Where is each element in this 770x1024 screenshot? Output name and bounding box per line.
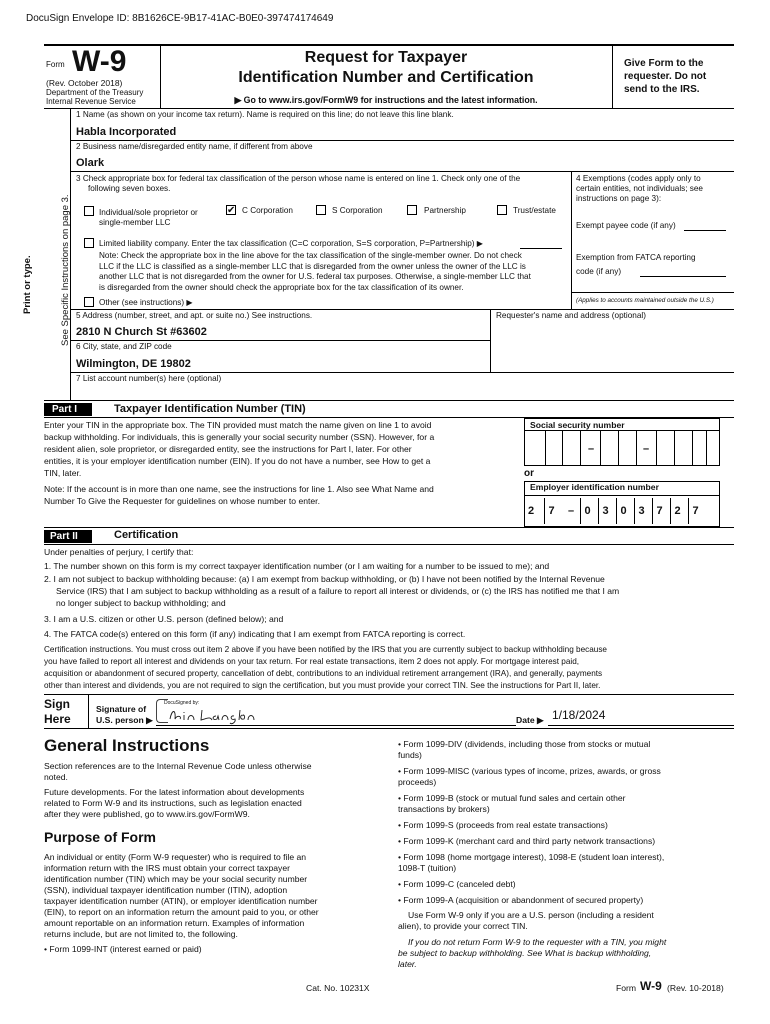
fatca-code-field[interactable]	[640, 276, 726, 277]
form-word: Form	[46, 60, 65, 69]
partnership-checkbox[interactable]	[407, 205, 417, 215]
llc-note-line3: another LLC that is not disregarded from the owner for U.S. federal tax purposes. Otherwise, a single-member LLC that	[99, 272, 531, 281]
requester-label: Requester's name and address (optional)	[496, 311, 646, 320]
exempt-payee-label: Exempt payee code (if any)	[576, 221, 676, 230]
ein-digit-8: 2	[670, 498, 684, 524]
purpose-line7: amount reportable on an information return. Examples of information	[44, 918, 305, 928]
form-1099-a: • Form 1099-A (acquisition or abandonment of secured property)	[398, 895, 644, 905]
department: Department of the Treasury	[46, 88, 144, 97]
cert-instructions-line3: acquisition or abandonment of secured property, cancellation of debt, contributions to an individual retirement arrangement (IRA), and generally, payments	[44, 669, 603, 678]
line6-city-field[interactable]: Wilmington, DE 19802	[76, 358, 191, 370]
part1-title: Taxpayer Identification Number (TIN)	[114, 403, 306, 415]
form-title-line2: Identification Number and Certification	[238, 69, 534, 86]
part1-note-line1: Note: If the account is in more than one name, see the instructions for line 1. Also see What Name and	[44, 484, 434, 494]
signature-image	[166, 707, 276, 725]
c-corporation-label: C Corporation	[242, 206, 293, 215]
part2-tag: Part II	[44, 530, 92, 543]
future-developments-line2: related to Form W-9 and its instructions, such as legislation enacted	[44, 798, 302, 808]
instructions-link[interactable]: ▶ Go to www.irs.gov/FormW9 for instructions and the latest information.	[234, 95, 538, 105]
docusigned-by-label: DocuSigned by:	[164, 700, 200, 706]
sign-label: Sign	[44, 697, 70, 711]
purpose-line6: (EIN), to report on an information return the amount paid to you, or other	[44, 907, 319, 917]
fatca-label-line1: Exemption from FATCA reporting	[576, 253, 696, 262]
form-1099-k: • Form 1099-K (merchant card and third party network transactions)	[398, 836, 656, 846]
backup-withholding-line1: If you do not return Form W-9 to the requester with a TIN, you might	[408, 937, 667, 947]
fatca-applies-note: (Applies to accounts maintained outside the U.S.)	[576, 297, 714, 304]
footer-form-name: W-9	[640, 979, 662, 993]
cert-instructions-line2: you have failed to report all interest and dividends on your tax return. For real estate transactions, item 2 does not apply. For mortgage interest paid,	[44, 657, 580, 666]
date-label: Date ▶	[516, 715, 544, 725]
part1-text-line1: Enter your TIN in the appropriate box. The TIN provided must match the name given on line 1 to avoid	[44, 420, 432, 430]
other-label: Other (see instructions) ▶	[99, 298, 193, 307]
purpose-1099-int: • Form 1099-INT (interest earned or paid)	[44, 944, 202, 954]
line1-label: 1 Name (as shown on your income tax return). Name is required on this line; do not leave this line blank.	[76, 110, 454, 119]
cert-item-4: 4. The FATCA code(s) entered on this form (if any) indicating that I am exempt from FATCA reporting is correct.	[44, 629, 466, 639]
form-1099-b-line2: transactions by brokers)	[398, 804, 490, 814]
part1-tag: Part I	[44, 403, 92, 416]
purpose-line2: information return with the IRS must obtain your correct taxpayer	[44, 863, 290, 873]
side-print-or-type: Print or type.	[22, 255, 33, 314]
give-form-line2: requester. Do not	[624, 71, 707, 82]
line5-address-field[interactable]: 2810 N Church St #63602	[76, 326, 207, 338]
fatca-label-line2: code (if any)	[576, 267, 622, 276]
form-1099-div-line1: • Form 1099-DIV (dividends, including those from stocks or mutual	[398, 739, 651, 749]
form-1099-b-line1: • Form 1099-B (stock or mutual fund sales and certain other	[398, 793, 626, 803]
or-text: or	[524, 468, 534, 479]
part1-text-line5: TIN, later.	[44, 468, 82, 478]
form-name: W-9	[72, 45, 127, 78]
ein-digit-1: 2	[527, 505, 535, 517]
s-corporation-checkbox[interactable]	[316, 205, 326, 215]
future-developments-line3: after they were published, go to www.irs.gov/FormW9.	[44, 809, 250, 819]
give-form-line3: send to the IRS.	[624, 84, 700, 95]
exemptions-label-line1: 4 Exemptions (codes apply only to	[576, 174, 701, 183]
part1-text-line4: entities, it is your employer identification number (EIN). If you do not have a number, see How to get a	[44, 456, 431, 466]
backup-withholding-line2: be subject to backup withholding. See What is backup withholding,	[398, 948, 652, 958]
line3-label: 3 Check appropriate box for federal tax classification of the person whose name is entered on line 1. Check only one of the	[76, 174, 521, 183]
form-title-line1: Request for Taxpayer	[304, 49, 468, 66]
partnership-label: Partnership	[424, 206, 466, 215]
cert-item-2-line3: no longer subject to backup withholding; and	[56, 598, 226, 608]
line1-name-field[interactable]: Habla Incorporated	[76, 126, 177, 138]
use-w9-line2: alien), to provide your correct TIN.	[398, 921, 528, 931]
form-1099-c: • Form 1099-C (canceled debt)	[398, 879, 516, 889]
purpose-line5: taxpayer identification number (ATIN), or employer identification number	[44, 896, 318, 906]
exemptions-label-line3: instructions on page 3):	[576, 194, 662, 203]
form-1099-div-line2: funds)	[398, 750, 422, 760]
cert-item-1: 1. The number shown on this form is my correct taxpayer identification number (or I am waiting for a number to be issued to me); and	[44, 561, 550, 571]
line7-label: 7 List account number(s) here (optional)	[76, 374, 222, 383]
ein-dash: –	[568, 505, 575, 517]
llc-checkbox[interactable]	[84, 238, 94, 248]
form-1099-misc-line1: • Form 1099-MISC (various types of income, prizes, awards, or gross	[398, 766, 661, 776]
ein-digit-5: 0	[616, 498, 630, 524]
ssn-field[interactable]	[524, 430, 720, 466]
form-1099-s: • Form 1099-S (proceeds from real estate transactions)	[398, 820, 608, 830]
give-form-line1: Give Form to the	[624, 58, 704, 69]
line6-label: 6 City, state, and ZIP code	[76, 342, 172, 351]
cert-item-2-line1: 2. I am not subject to backup withholding because: (a) I am exempt from backup withholding, or (b) I have not been notified by the Internal Revenue	[44, 574, 605, 584]
signature-field[interactable]	[156, 699, 306, 725]
exempt-payee-field[interactable]	[684, 230, 726, 231]
part1-text-line3: resident alien, sole proprietor, or disregarded entity, see the instructions for Part I, later. For other	[44, 444, 412, 454]
ein-digit-7: 7	[652, 498, 666, 524]
cert-item-2-line2: Service (IRS) that I am subject to backup withholding as a result of a failure to report all interest or dividends, or (c) the IRS has notified me that I am	[56, 586, 620, 596]
llc-label: Limited liability company. Enter the tax classification (C=C corporation, S=S corporation, P=Partnership) ▶	[99, 239, 484, 248]
signature-label-line2: U.S. person ▶	[96, 715, 153, 725]
purpose-of-form-title: Purpose of Form	[44, 829, 157, 845]
individual-checkbox[interactable]	[84, 206, 94, 216]
part2-title: Certification	[114, 529, 179, 541]
cert-instructions-line4: other than interest and dividends, you are not required to sign the certification, but you must provide your correct TIN. See the instructions for Part II, later.	[44, 681, 601, 690]
backup-withholding-line3: later.	[398, 959, 417, 969]
cert-item-3: 3. I am a U.S. citizen or other U.S. person (defined below); and	[44, 614, 284, 624]
exemptions-label-line2: certain entities, not individuals; see	[576, 184, 703, 193]
llc-note-line2: LLC if the LLC is classified as a single-member LLC that is disregarded from the owner unless the owner of the LLC is	[99, 262, 526, 271]
ein-digit-3: 0	[580, 498, 594, 524]
line5-label: 5 Address (number, street, and apt. or suite no.) See instructions.	[76, 311, 313, 320]
line3-label-cont: following seven boxes.	[88, 184, 171, 193]
form-1098-line1: • Form 1098 (home mortgage interest), 1098-E (student loan interest),	[398, 852, 665, 862]
purpose-line1: An individual or entity (Form W-9 requester) who is required to file an	[44, 852, 307, 862]
individual-label-cont: single-member LLC	[99, 218, 171, 227]
purpose-line4: (SSN), individual taxpayer identification number (ITIN), adoption	[44, 885, 288, 895]
form-1098-line2: 1098-T (tuition)	[398, 863, 457, 873]
date-field[interactable]: 1/18/2024	[552, 708, 606, 722]
part1-text-line2: backup withholding. For individuals, this is generally your social security number (SSN). However, for a	[44, 432, 435, 442]
part1-note-line2: Number To Give the Requester for guidelines on whose number to enter.	[44, 496, 320, 506]
line2-label: 2 Business name/disregarded entity name, if different from above	[76, 142, 313, 151]
section-references-line1: Section references are to the Internal Revenue Code unless otherwise	[44, 761, 312, 771]
ein-digit-9: 7	[688, 498, 702, 524]
side-specific-instructions: See Specific Instructions on page 3.	[60, 194, 71, 346]
purpose-line8: returns include, but are not limited to, the following.	[44, 929, 238, 939]
signature-label-line1: Signature of	[96, 704, 147, 714]
footer-revision: (Rev. 10-2018)	[667, 983, 724, 993]
footer-form-word: Form	[616, 983, 637, 993]
c-corporation-checkbox[interactable]: ✔	[227, 205, 236, 216]
trust-estate-checkbox[interactable]	[497, 205, 507, 215]
ein-digit-6: 3	[634, 498, 648, 524]
llc-note-line1: Note: Check the appropriate box in the line above for the tax classification of the single-member owner. Do not check	[99, 251, 522, 260]
general-instructions-title: General Instructions	[44, 736, 210, 755]
trust-estate-label: Trust/estate	[513, 206, 556, 215]
future-developments-line1: Future developments. For the latest information about developments	[44, 787, 305, 797]
other-checkbox[interactable]	[84, 297, 94, 307]
use-w9-line1: Use Form W-9 only if you are a U.S. person (including a resident	[408, 910, 654, 920]
ein-digit-4: 3	[598, 498, 612, 524]
llc-classification-field[interactable]	[520, 248, 562, 249]
ssn-dash-2: –	[643, 443, 650, 455]
ssn-dash-1: –	[588, 443, 595, 455]
ein-digit-2: 7	[544, 498, 558, 524]
form-1099-misc-line2: proceeds)	[398, 777, 437, 787]
agency: Internal Revenue Service	[46, 97, 136, 106]
here-label: Here	[44, 712, 71, 726]
line2-business-name-field[interactable]: Olark	[76, 157, 105, 169]
llc-note-line4: is disregarded from the owner should check the appropriate box for the tax classification of its owner.	[99, 283, 464, 292]
purpose-line3: identification number (TIN) which may be your social security number	[44, 874, 308, 884]
s-corporation-label: S Corporation	[332, 206, 383, 215]
individual-label: Individual/sole proprietor or	[99, 208, 198, 217]
envelope-id: DocuSign Envelope ID: 8B1626CE-9B17-41AC-B0E0-397474174649	[26, 13, 334, 24]
cert-intro: Under penalties of perjury, I certify that:	[44, 547, 194, 557]
ein-label: Employer identification number	[530, 482, 659, 492]
form-revision: (Rev. October 2018)	[46, 78, 123, 88]
section-references-line2: noted.	[44, 772, 68, 782]
ssn-label: Social security number	[530, 420, 625, 430]
cert-instructions-line1: Certification instructions. You must cross out item 2 above if you have been notified by the IRS that you are currently subject to backup withholding because	[44, 645, 607, 654]
catalog-number: Cat. No. 10231X	[306, 983, 370, 993]
